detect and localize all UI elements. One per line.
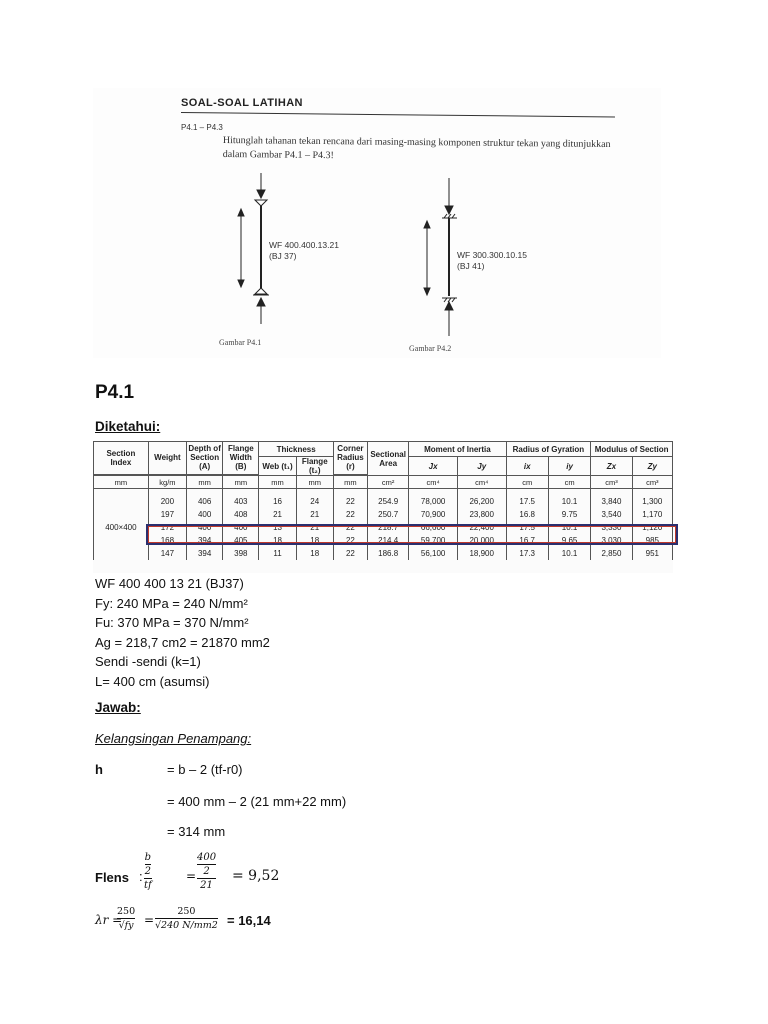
table-cell: 250.7: [367, 508, 408, 521]
table-cell: 1,120: [632, 521, 672, 534]
table-cell: 10.1: [548, 521, 590, 534]
col-moment-of-inertia: Moment of Inertia: [409, 442, 506, 457]
col-sectional-area: Sectional Area: [367, 442, 408, 476]
table-cell: 400: [223, 521, 259, 534]
table-cell: 985: [632, 534, 672, 547]
given-support: Sendi -sendi (k=1): [95, 654, 201, 670]
table-cell: 9.75: [548, 508, 590, 521]
table-cell: 394: [187, 534, 223, 547]
table-cell: 22,400: [457, 521, 506, 534]
col-web: Web (t₁): [259, 457, 296, 476]
table-row: [94, 489, 673, 509]
problem-heading: P4.1: [95, 382, 135, 403]
table-cell: 408: [223, 508, 259, 521]
col-thickness: Thickness: [259, 442, 333, 457]
table-cell: 10.1: [548, 489, 590, 509]
flens-fraction: b 2 tf: [144, 852, 152, 891]
table-cell: 70,900: [409, 508, 458, 521]
figure-p4-2: [424, 178, 457, 336]
scan-instruction: Hitunglah tahanan tekan rencana dari masing-masing komponen struktur tekan yang ditunjukkan dalam Gambar P4.1 – P4.3!: [222, 134, 611, 162]
table-cell: 3,030: [591, 534, 632, 547]
table-cell: 56,100: [409, 547, 458, 560]
table-cell: 214.4: [367, 534, 408, 547]
table-cell: 24: [296, 489, 333, 509]
col-depth: Depth of Section (A): [187, 442, 223, 475]
given-ag: Ag = 218,7 cm2 = 21870 mm2: [95, 634, 270, 650]
table-cell: 23,800: [457, 508, 506, 521]
table-cell: 3,540: [591, 508, 632, 521]
bottom-pin-support: [255, 288, 267, 294]
table-cell: 18,900: [457, 547, 506, 560]
table-cell: 22: [333, 547, 367, 560]
col-modulus-of-section: Modulus of Section: [591, 442, 673, 457]
table-cell: 168: [148, 534, 186, 547]
col-zx: Zx: [591, 457, 632, 476]
table-cell: 11: [259, 547, 296, 560]
col-iy: iy: [548, 457, 590, 476]
table-cell: 400: [187, 521, 223, 534]
col-zy: Zy: [632, 457, 672, 476]
table-cell: 21: [259, 508, 296, 521]
given-length: L= 400 cm (asumsi): [95, 673, 210, 689]
table-cell: 66,600: [409, 521, 458, 534]
col-flange-width: Flange Width (B): [223, 442, 259, 475]
table-cell: 13: [259, 521, 296, 534]
table-cell: 405: [223, 534, 259, 547]
highlighted-row-box: [146, 524, 678, 545]
table-cell: 17.3: [506, 547, 548, 560]
fig2-section-label: WF 300.300.10.15 (BJ 41): [457, 250, 527, 271]
top-pin-support: [255, 200, 267, 206]
fig1-section-label: WF 400.400.13.21 (BJ 37): [269, 240, 339, 261]
section-index-cell: 400×400: [94, 521, 149, 534]
table-cell: 22: [333, 489, 367, 509]
h-variable: h: [95, 762, 103, 777]
given-section: WF 400 400 13 21 (BJ37): [95, 576, 244, 591]
table-cell: 18: [296, 534, 333, 547]
section-property-table: [93, 441, 673, 573]
lambda-fraction-2: 250 √240 N/mm2: [155, 906, 218, 931]
table-cell: 951: [632, 547, 672, 560]
table-cell: 3,330: [591, 521, 632, 534]
lambda-equals: =: [144, 913, 155, 927]
table-cell: 254.9: [367, 489, 408, 509]
table-cell: 10.1: [548, 547, 590, 560]
fig1-caption: Gambar P4.1: [219, 338, 262, 347]
table-cell: 21: [296, 508, 333, 521]
table-row: [94, 508, 673, 521]
table-row: [94, 547, 673, 560]
h-equation-2: = 400 mm – 2 (21 mm+22 mm): [167, 794, 347, 809]
units-row: mm kg/m mm mm mm mm mm cm² cm⁴ cm⁴ cm cm cm³ cm³: [94, 476, 673, 489]
col-jy: Jy: [457, 457, 506, 476]
slenderness-label: Kelangsingan Penampang:: [95, 731, 252, 746]
table-cell: 403: [223, 489, 259, 509]
scan-title: SOAL-SOAL LATIHAN: [181, 97, 303, 109]
table-cell: 18: [259, 534, 296, 547]
flens-result: = 9,52: [232, 868, 280, 884]
table-cell: 2,850: [591, 547, 632, 560]
col-jx: Jx: [409, 457, 458, 476]
col-weight: Weight: [148, 442, 186, 475]
figure-p4-1: [238, 173, 269, 324]
table-cell: 16.7: [506, 534, 548, 547]
answer-label: Jawab:: [95, 700, 141, 715]
flens-colon: :: [139, 869, 143, 884]
table-cell: 1,300: [632, 489, 672, 509]
table-cell: 17.5: [506, 489, 548, 509]
table-cell: 20,000: [457, 534, 506, 547]
h-equation-3: = 314 mm: [167, 824, 226, 839]
scanned-problem-sheet: [93, 88, 661, 358]
fig2-caption: Gambar P4.2: [409, 344, 452, 353]
lambda-fraction-1: 250 √fy: [117, 906, 136, 931]
column-figures: [93, 88, 661, 358]
table-cell: 22: [333, 508, 367, 521]
table-cell: 406: [187, 489, 223, 509]
table-cell: 26,200: [457, 489, 506, 509]
col-section-index: Section Index: [94, 442, 149, 475]
lambda-lhs: λr =: [95, 913, 123, 927]
known-label: Diketahui:: [95, 419, 161, 434]
table-cell: 200: [148, 489, 186, 509]
table-cell: 59,700: [409, 534, 458, 547]
table-cell: 18: [296, 547, 333, 560]
table-cell: 9.65: [548, 534, 590, 547]
flens-equals: =: [186, 869, 197, 883]
given-fu: Fu: 370 MPa = 370 N/mm²: [95, 615, 249, 631]
table-cell: 17.5: [506, 521, 548, 534]
flens-numeric-fraction: 400 2 21: [197, 852, 217, 891]
flens-label: Flens: [95, 870, 129, 885]
table-cell: 400: [187, 508, 223, 521]
table-cell: 78,000: [409, 489, 458, 509]
table-cell: 398: [223, 547, 259, 560]
h-equation-1: = b – 2 (tf-r0): [167, 762, 243, 777]
col-corner-radius: Corner Radius (r): [333, 442, 367, 475]
table-cell: 3,840: [591, 489, 632, 509]
lambda-result: = 16,14: [227, 913, 271, 928]
table-cell: 172: [148, 521, 186, 534]
col-ix: ix: [506, 457, 548, 476]
table-cell: 21: [296, 521, 333, 534]
table-cell: 197: [148, 508, 186, 521]
table-cell: 1,170: [632, 508, 672, 521]
table-cell: 218.7: [367, 521, 408, 534]
table-cell: 186.8: [367, 547, 408, 560]
scan-subtitle: P4.1 – P4.3: [181, 123, 223, 132]
table-cell: 16: [259, 489, 296, 509]
given-values: [95, 574, 270, 692]
table-cell: 22: [333, 521, 367, 534]
col-radius-of-gyration: Radius of Gyration: [506, 442, 591, 457]
given-fy: Fy: 240 MPa = 240 N/mm²: [95, 595, 248, 611]
table-cell: 16.8: [506, 508, 548, 521]
table-cell: 22: [333, 534, 367, 547]
table-cell: 147: [148, 547, 186, 560]
table-cell: 394: [187, 547, 223, 560]
col-flange: Flange (t₂): [296, 457, 333, 476]
